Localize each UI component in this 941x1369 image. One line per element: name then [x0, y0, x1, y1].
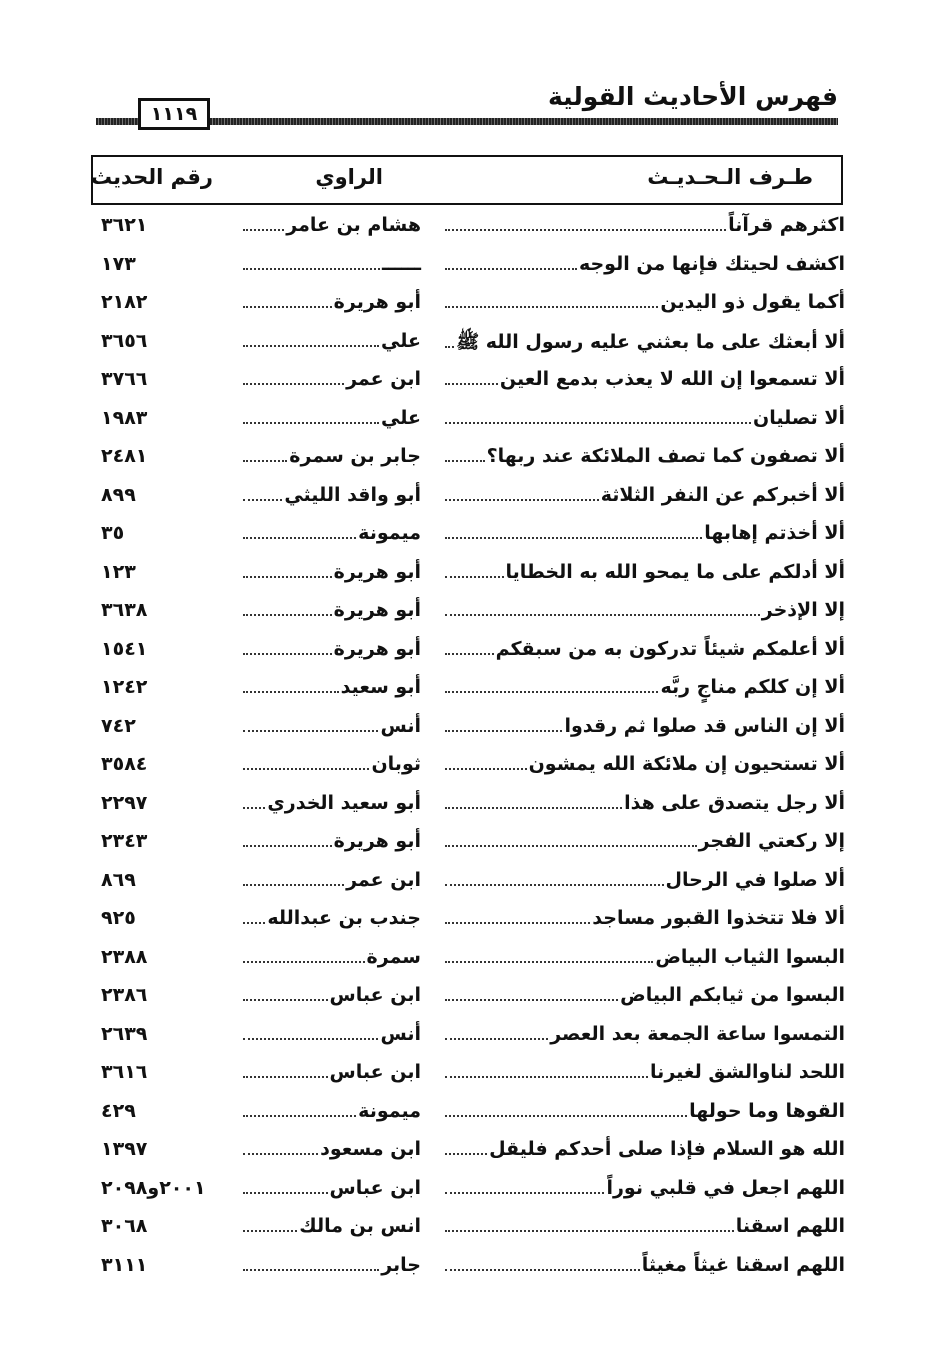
table-row: [0, 670, 941, 709]
hadith-number-cell: [101, 1138, 221, 1160]
narrator-cell: [243, 907, 421, 929]
narrator-cell: [243, 1023, 421, 1045]
hadith-number: ٢٦٣٩: [101, 1022, 148, 1045]
hadith-text: ألا أبعثك على ما بعثني عليه رسول الله ﷺ: [456, 330, 845, 353]
leader-dots: [445, 845, 697, 847]
hadith-text-cell: [445, 1100, 845, 1122]
leader-dots: [243, 845, 332, 847]
narrator: علي: [381, 406, 421, 429]
hadith-number-cell: [101, 715, 221, 737]
narrator: أنس: [380, 714, 421, 737]
hadith-text-cell: [445, 1061, 845, 1083]
narrator-cell: [243, 253, 421, 275]
narrator-cell: [243, 368, 421, 390]
hadith-number-cell: [101, 792, 221, 814]
narrator: ابن عباس: [329, 984, 421, 1006]
hadith-text-cell: [445, 484, 845, 506]
hadith-number: ٣٦٥٦: [101, 329, 148, 352]
leader-dots: [243, 1153, 318, 1155]
leader-dots: [445, 268, 577, 270]
hadith-number-cell: [101, 368, 221, 390]
hadith-text: اللهم اجعل في قلبي نوراً: [606, 1176, 845, 1199]
narrator-cell: [243, 484, 421, 506]
narrator: ــــــ: [382, 252, 421, 275]
hadith-number-cell: [101, 1177, 221, 1199]
hadith-text: ألا رجل يتصدق على هذا: [624, 791, 845, 814]
hadith-text: ألا تصليان: [753, 406, 845, 429]
narrator-cell: [243, 753, 421, 775]
hadith-number: ٤٢٩: [101, 1099, 136, 1122]
table-row: [0, 516, 941, 555]
hadith-text-cell: [445, 946, 845, 968]
leader-dots: [445, 1192, 604, 1194]
leader-dots: [243, 999, 328, 1001]
column-header-hadith-text: طـرف الـحـديـث: [647, 165, 813, 189]
hadith-text: التمسوا ساعة الجمعة بعد العصر: [550, 1022, 845, 1045]
hadith-text: ألا أخبركم عن النفر الثلاثة: [600, 483, 845, 506]
narrator: أبو هريرة: [333, 560, 421, 583]
table-row: [0, 208, 941, 247]
table-row: [0, 1132, 941, 1171]
leader-dots: [445, 922, 590, 924]
table-row: [0, 401, 941, 440]
hadith-number-cell: [101, 753, 221, 775]
narrator-cell: [243, 869, 421, 891]
narrator: أبو سعيد الخدري: [267, 791, 421, 814]
table-row: [0, 555, 941, 594]
narrator-cell: [243, 522, 421, 544]
hadith-number-cell: [101, 1061, 221, 1083]
page-title: فهرس الأحاديث القولية: [548, 82, 838, 111]
table-row: [0, 247, 941, 286]
hadith-text: ألا تستحيون إن ملائكة الله يمشون: [528, 753, 845, 775]
hadith-text: اللهم اسقنا: [735, 1215, 845, 1237]
leader-dots: [445, 229, 726, 231]
table-row: [0, 824, 941, 863]
narrator: ابن عباس: [329, 1176, 421, 1199]
narrator: جابر بن سمرة: [289, 445, 421, 467]
narrator-cell: [243, 792, 421, 814]
leader-dots: [445, 383, 498, 385]
hadith-number: ٣٦٢١: [101, 214, 148, 236]
hadith-number: ١٥٤١: [101, 637, 148, 660]
hadith-number-cell: [101, 599, 221, 621]
hadith-text-cell: [445, 214, 845, 236]
narrator: جندب بن عبدالله: [267, 907, 421, 929]
table-row: [0, 1055, 941, 1094]
leader-dots: [445, 537, 702, 539]
hadith-number: ٣٦١٦: [101, 1061, 148, 1083]
table-row: [0, 362, 941, 401]
hadith-number-cell: [101, 484, 221, 506]
narrator-cell: [243, 291, 421, 313]
hadith-text: اللحد لناوالشق لغيرنا: [650, 1061, 845, 1083]
leader-dots: [243, 345, 379, 347]
leader-dots: [445, 999, 618, 1001]
hadith-number-cell: [101, 561, 221, 583]
hadith-number-cell: [101, 407, 221, 429]
table-row: [0, 324, 941, 363]
table-row: [0, 1248, 941, 1287]
narrator-cell: [243, 330, 421, 352]
leader-dots: [445, 422, 751, 424]
hadith-text-cell: [445, 869, 845, 891]
leader-dots: [243, 614, 332, 616]
hadith-number: ٢٤٨١: [101, 445, 148, 467]
page-header: [96, 78, 838, 130]
hadith-text-cell: [445, 522, 845, 544]
leader-dots: [445, 1038, 548, 1040]
hadith-number: ٣٦٣٨: [101, 599, 148, 621]
leader-dots: [243, 268, 380, 270]
hadith-number-cell: [101, 830, 221, 852]
hadith-text: ألا فلا تتخذوا القبور مساجد: [592, 907, 845, 929]
leader-dots: [445, 346, 454, 348]
hadith-text: ألا أدلكم على ما يمحو الله به الخطايا: [505, 560, 845, 583]
hadith-number: ١٢٣: [101, 560, 136, 583]
hadith-number: ٨٦٩: [101, 868, 136, 891]
hadith-text-cell: [445, 715, 845, 737]
table-row: [0, 901, 941, 940]
narrator-cell: [243, 638, 421, 660]
narrator-cell: [243, 946, 421, 968]
table-row: [0, 1017, 941, 1056]
hadith-number: ٢١٨٢: [101, 291, 148, 313]
leader-dots: [445, 1076, 648, 1078]
leader-dots: [243, 961, 365, 963]
leader-dots: [445, 576, 504, 578]
narrator-cell: [243, 561, 421, 583]
hadith-number-cell: [101, 522, 221, 544]
hadith-text-cell: [445, 638, 845, 660]
narrator: ميمونة: [358, 1099, 421, 1122]
hadith-text: ألا إن الناس قد صلوا ثم رقدوا: [564, 714, 845, 737]
leader-dots: [445, 653, 494, 655]
leader-dots: [243, 884, 344, 886]
leader-dots: [243, 1230, 297, 1232]
page-number: ١١١٩: [138, 98, 210, 130]
hadith-number: ٣٥٨٤: [101, 753, 148, 775]
hadith-text-cell: [445, 561, 845, 583]
hadith-number: ١٢٤٢: [101, 676, 148, 698]
hadith-number: ٢٣٤٣: [101, 830, 148, 852]
hadith-number-cell: [101, 1254, 221, 1276]
hadith-text-cell: [445, 330, 845, 358]
leader-dots: [445, 961, 653, 963]
leader-dots: [243, 306, 332, 308]
narrator-cell: [243, 1061, 421, 1083]
hadith-number: ١٩٨٣: [101, 406, 148, 429]
narrator-cell: [243, 1254, 421, 1276]
narrator: سمرة: [366, 945, 421, 968]
leader-dots: [243, 922, 265, 924]
hadith-text-cell: [445, 1215, 845, 1237]
leader-dots: [445, 884, 664, 886]
leader-dots: [243, 537, 356, 539]
hadith-text-cell: [445, 1138, 845, 1160]
hadith-text-cell: [445, 368, 845, 390]
narrator: هشام بن عامر: [286, 214, 421, 236]
hadith-number-cell: [101, 330, 221, 352]
leader-dots: [243, 1115, 356, 1117]
hadith-number-cell: [101, 214, 221, 236]
column-header-hadith-number: رقم الحديث: [90, 165, 213, 189]
narrator-cell: [243, 445, 421, 467]
hadith-number-cell: [101, 638, 221, 660]
hadith-number: ٢٢٩٧: [101, 791, 148, 814]
narrator: انس بن مالك: [299, 1215, 421, 1237]
hadith-text: ألا تصفون كما تصف الملائكة عند ربها؟: [486, 445, 845, 467]
leader-dots: [243, 383, 344, 385]
hadith-text: ألا أخذتم إهابها: [704, 522, 845, 544]
leader-dots: [445, 460, 485, 462]
narrator: ابن مسعود: [320, 1138, 421, 1160]
hadith-text-cell: [445, 1023, 845, 1045]
hadith-number-cell: [101, 946, 221, 968]
leader-dots: [445, 614, 760, 616]
leader-dots: [243, 1192, 328, 1194]
hadith-text-cell: [445, 1254, 845, 1276]
hadith-number-cell: [101, 984, 221, 1006]
table-row: [0, 285, 941, 324]
hadith-number-cell: [101, 676, 221, 698]
narrator: علي: [381, 329, 421, 352]
narrator: ميمونة: [358, 522, 421, 544]
hadith-text-cell: [445, 830, 845, 852]
hadith-text: البسوا الثياب البياض: [655, 945, 845, 968]
hadith-number: ٣٠٦٨: [101, 1215, 148, 1237]
table-row: [0, 786, 941, 825]
leader-dots: [243, 807, 265, 809]
leader-dots: [445, 1115, 687, 1117]
narrator-cell: [243, 1100, 421, 1122]
leader-dots: [445, 691, 658, 693]
table-row: [0, 978, 941, 1017]
hadith-number: ٧٤٢: [101, 714, 136, 737]
hadith-number-cell: [101, 869, 221, 891]
leader-dots: [243, 229, 284, 231]
hadith-text-cell: [445, 253, 845, 275]
hadith-text: أكما يقول ذو اليدين: [660, 291, 845, 313]
table-row: [0, 1171, 941, 1210]
hadith-text: إلا الإذخر: [761, 599, 845, 621]
hadith-text-cell: [445, 907, 845, 929]
table-row: [0, 478, 941, 517]
hadith-number: ٢٣٨٨: [101, 945, 148, 968]
narrator: أبو هريرة: [333, 637, 421, 660]
hadith-number: ٣٧٦٦: [101, 368, 148, 390]
table-header: [91, 155, 843, 205]
hadith-number: ٢٠٠١و٢٠٩٨: [101, 1176, 206, 1199]
leader-dots: [243, 460, 287, 462]
narrator-cell: [243, 984, 421, 1006]
leader-dots: [445, 1153, 487, 1155]
narrator-cell: [243, 1138, 421, 1160]
hadith-text-cell: [445, 792, 845, 814]
leader-dots: [243, 1269, 379, 1271]
hadith-number: ٣٥: [101, 522, 125, 544]
hadith-text: ألا تسمعوا إن الله لا يعذب بدمع العين: [499, 368, 845, 390]
narrator: أنس: [380, 1022, 421, 1045]
narrator: أبو سعيد: [340, 676, 421, 698]
hadith-text: اكشف لحيتك فإنها من الوجه: [578, 252, 845, 275]
leader-dots: [243, 1038, 378, 1040]
narrator-cell: [243, 214, 421, 236]
hadith-number-cell: [101, 1215, 221, 1237]
narrator-cell: [243, 715, 421, 737]
leader-dots: [243, 691, 339, 693]
narrator: ابن عمر: [346, 368, 421, 390]
leader-dots: [445, 499, 599, 501]
narrator: أبو هريرة: [333, 599, 421, 621]
hadith-number-cell: [101, 253, 221, 275]
table-row: [0, 632, 941, 671]
table-row: [0, 1209, 941, 1248]
hadith-text-cell: [445, 599, 845, 621]
hadith-text: إلا ركعتي الفجر: [698, 830, 845, 852]
table-row: [0, 747, 941, 786]
hadith-text: الله هو السلام فإذا صلى أحدكم فليقل: [489, 1138, 845, 1160]
hadith-text: اللهم اسقنا غيثاً مغيثاً: [641, 1253, 845, 1276]
narrator: أبو هريرة: [333, 830, 421, 852]
narrator: ثوبان: [371, 753, 421, 775]
hadith-number: ٢٣٨٦: [101, 984, 148, 1006]
table-row: [0, 709, 941, 748]
leader-dots: [445, 768, 527, 770]
narrator-cell: [243, 407, 421, 429]
hadith-number: ١٣٩٧: [101, 1138, 148, 1160]
leader-dots: [445, 1269, 640, 1271]
hadith-number-cell: [101, 1100, 221, 1122]
hadith-number-cell: [101, 445, 221, 467]
hadith-number: ٩٢٥: [101, 907, 136, 929]
table-row: [0, 1094, 941, 1133]
hadith-number-cell: [101, 1023, 221, 1045]
leader-dots: [243, 576, 332, 578]
hadith-text-cell: [445, 753, 845, 775]
narrator: جابر: [381, 1253, 421, 1276]
hadith-text: القوها وما حولها: [689, 1099, 845, 1122]
leader-dots: [243, 653, 332, 655]
hadith-number: ٣١١١: [101, 1253, 148, 1276]
hadith-text-cell: [445, 676, 845, 698]
hadith-text-cell: [445, 445, 845, 467]
leader-dots: [445, 807, 622, 809]
narrator-cell: [243, 676, 421, 698]
leader-dots: [243, 730, 378, 732]
hadith-text: ألا أعلمكم شيئاً تدركون به من سبقكم: [495, 637, 845, 660]
hadith-text: البسوا من ثيابكم البياض: [620, 984, 845, 1006]
narrator: أبو هريرة: [333, 291, 421, 313]
narrator-cell: [243, 599, 421, 621]
narrator-cell: [243, 830, 421, 852]
leader-dots: [243, 499, 282, 501]
table-row: [0, 593, 941, 632]
hadith-number-cell: [101, 291, 221, 313]
leader-dots: [243, 422, 379, 424]
leader-dots: [445, 1230, 734, 1232]
hadith-text: ألا صلوا في الرحال: [665, 868, 845, 891]
hadith-number: ٨٩٩: [101, 483, 136, 506]
narrator: ابن عباس: [329, 1061, 421, 1083]
narrator: ابن عمر: [346, 868, 421, 891]
hadith-text-cell: [445, 1177, 845, 1199]
leader-dots: [445, 306, 658, 308]
hadith-text: ألا إن كلكم مناجٍ ربَّه: [660, 676, 845, 698]
hadith-text-cell: [445, 407, 845, 429]
hadith-text-cell: [445, 984, 845, 1006]
hadith-text: اكثرهم قرآناً: [728, 214, 845, 236]
column-header-narrator: الراوي: [315, 165, 383, 189]
table-row: [0, 940, 941, 979]
narrator-cell: [243, 1177, 421, 1199]
hadith-text-cell: [445, 291, 845, 313]
narrator: أبو واقد الليثي: [284, 483, 421, 506]
leader-dots: [445, 730, 562, 732]
narrator-cell: [243, 1215, 421, 1237]
table-row: [0, 439, 941, 478]
leader-dots: [243, 768, 369, 770]
leader-dots: [243, 1076, 328, 1078]
hadith-number-cell: [101, 907, 221, 929]
table-row: [0, 863, 941, 902]
hadith-number: ١٧٣: [101, 252, 136, 275]
